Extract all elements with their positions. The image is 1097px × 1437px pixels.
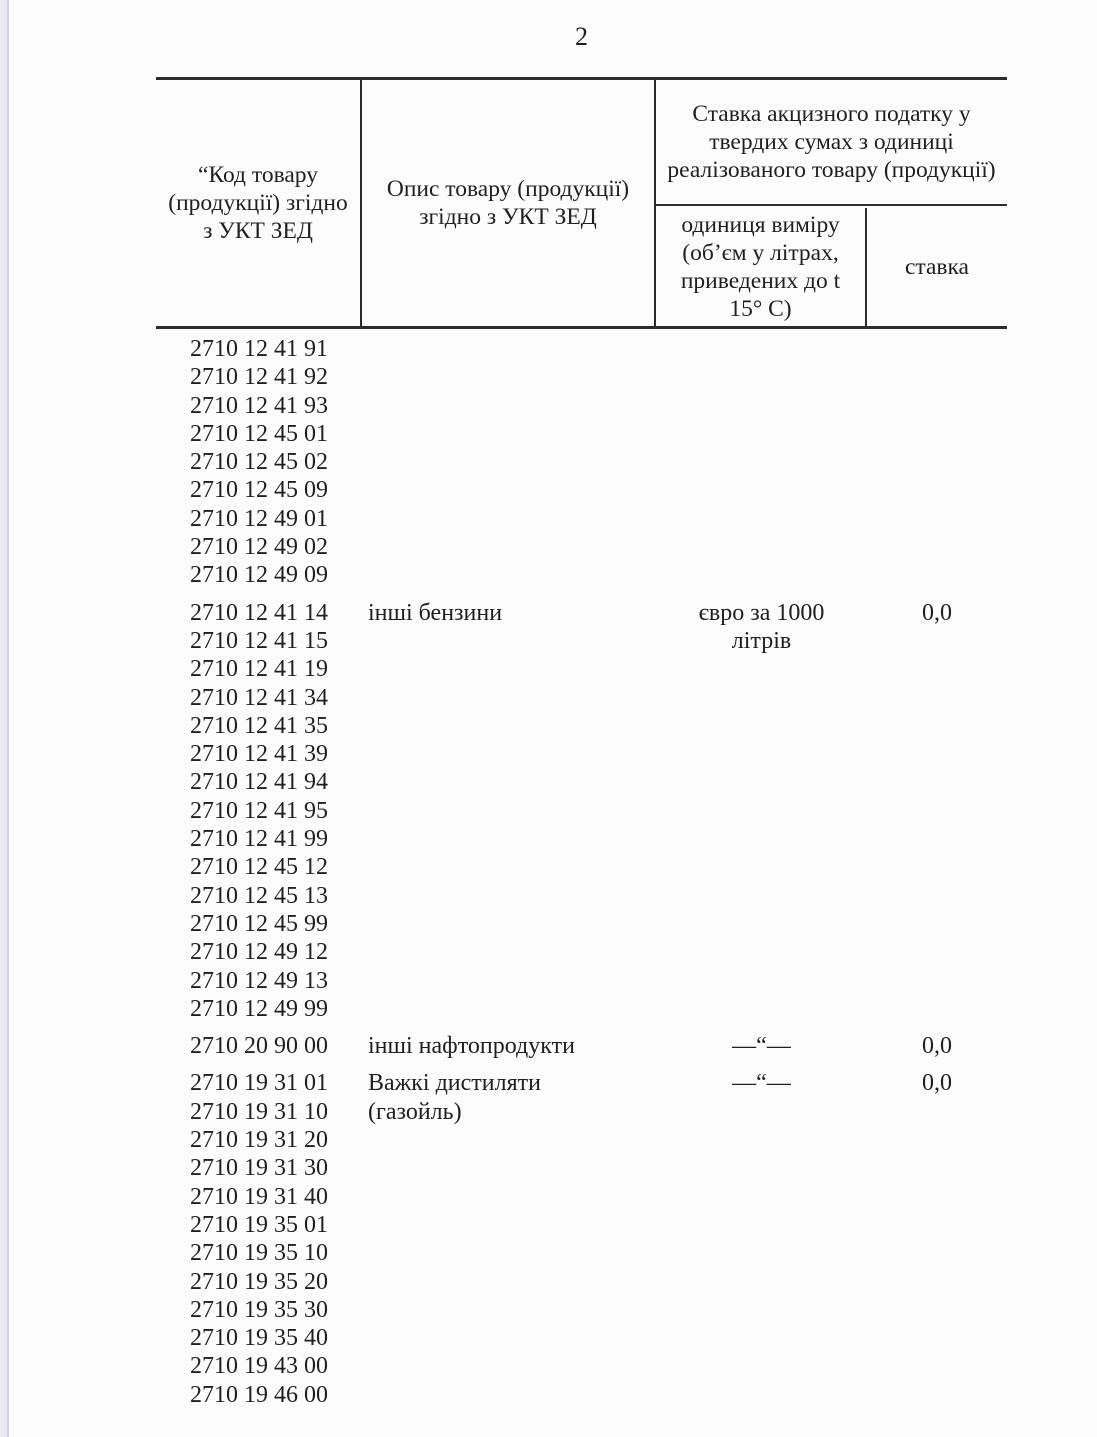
rate-cell: [867, 599, 1007, 1023]
unit-cell: [656, 599, 867, 1023]
code-line: 2710 12 49 09: [190, 562, 328, 589]
code-line: 2710 12 41 19: [190, 656, 328, 683]
code-line: 2710 12 45 13: [190, 882, 328, 909]
code-line: 2710 12 49 13: [190, 967, 328, 994]
code-line: 2710 19 46 00: [190, 1381, 328, 1408]
excise-rates-table: [156, 77, 1007, 1409]
code-line: 2710 19 31 10: [190, 1098, 328, 1125]
code-line: 2710 12 41 95: [190, 797, 328, 824]
code-line: 2710 19 35 40: [190, 1325, 328, 1352]
code-line: 2710 12 41 14: [190, 599, 328, 626]
description-line: інші бензини: [368, 599, 503, 626]
description-line: (газойль): [368, 1098, 462, 1125]
code-line: 2710 12 49 02: [190, 534, 328, 561]
unit-cell: [656, 1032, 867, 1060]
description-cell: [362, 335, 656, 590]
code-line: 2710 12 41 92: [190, 364, 328, 391]
rate-value: 0,0: [922, 1033, 952, 1060]
rate-cell: [867, 1069, 1007, 1409]
rate-cell: [867, 335, 1007, 590]
table-row-group: [156, 599, 1007, 1023]
table-row-group: [156, 335, 1007, 590]
code-line: 2710 19 35 30: [190, 1296, 328, 1323]
table-body: [156, 329, 1007, 1409]
unit-line: —“—: [732, 1033, 791, 1060]
header-cell-code: “Код товару (продукції) згідно з УКТ ЗЕД: [156, 80, 362, 326]
description-cell: [362, 599, 656, 1023]
rate-value: 0,0: [922, 599, 952, 626]
code-line: 2710 12 41 94: [190, 769, 328, 796]
unit-cell: [656, 1069, 867, 1409]
header-cell-rate-group: Ставка акцизного податку у твердих сумах з одиниці реалізованого товару (продукції): [656, 80, 1007, 206]
code-line: 2710 12 41 39: [190, 741, 328, 768]
code-line: 2710 12 41 35: [190, 712, 328, 739]
code-line: 2710 20 90 00: [190, 1033, 328, 1060]
code-line: 2710 12 49 12: [190, 939, 328, 966]
code-line: 2710 12 41 91: [190, 336, 328, 362]
code-line: 2710 12 49 01: [190, 505, 328, 532]
table-row-group: [156, 1032, 1007, 1060]
code-line: 2710 12 45 02: [190, 449, 328, 476]
code-line: 2710 19 43 00: [190, 1353, 328, 1380]
rate-cell: [867, 1032, 1007, 1060]
code-line: 2710 19 35 01: [190, 1211, 328, 1238]
code-line: 2710 19 31 20: [190, 1127, 328, 1154]
code-line: 2710 12 45 12: [190, 854, 328, 881]
code-line: 2710 12 45 09: [190, 477, 328, 504]
rate-value: 0,0: [922, 1070, 952, 1097]
scan-edge-strip: [0, 0, 9, 1437]
code-line: 2710 12 45 99: [190, 910, 328, 937]
header-cell-rate: ставка: [904, 254, 969, 280]
table-header: [156, 77, 1007, 329]
unit-line: євро за 1000: [698, 599, 825, 626]
code-list: [156, 599, 362, 1023]
code-line: 2710 12 41 99: [190, 826, 328, 853]
header-cell-description: Опис товару (продукції) згідно з УКТ ЗЕД: [362, 80, 656, 326]
description-line: інші нафтопродукти: [368, 1033, 575, 1060]
code-list: [156, 335, 362, 590]
code-line: 2710 12 41 93: [190, 392, 328, 419]
unit-line: —“—: [732, 1070, 791, 1097]
description-line: Важкі дистиляти: [368, 1070, 541, 1097]
table-row-group: [156, 1069, 1007, 1409]
code-line: 2710 19 31 40: [190, 1183, 328, 1210]
code-line: 2710 19 31 01: [190, 1070, 328, 1097]
unit-line: літрів: [731, 627, 792, 654]
code-line: 2710 19 35 10: [190, 1240, 328, 1267]
header-cell-unit: одиниця виміру (об’єм у літрах, приведених до t 15° С): [656, 208, 867, 326]
code-line: 2710 12 45 01: [190, 420, 328, 447]
code-line: 2710 12 41 15: [190, 627, 328, 654]
code-line: 2710 19 31 30: [190, 1155, 328, 1182]
description-cell: [362, 1032, 656, 1060]
code-line: 2710 12 41 34: [190, 684, 328, 711]
page-number: 2: [575, 22, 588, 51]
code-list: [156, 1032, 362, 1060]
unit-cell: [656, 335, 867, 590]
code-list: [156, 1069, 362, 1409]
code-line: 2710 12 49 99: [190, 995, 328, 1022]
description-cell: [362, 1069, 656, 1409]
code-line: 2710 19 35 20: [190, 1268, 328, 1295]
